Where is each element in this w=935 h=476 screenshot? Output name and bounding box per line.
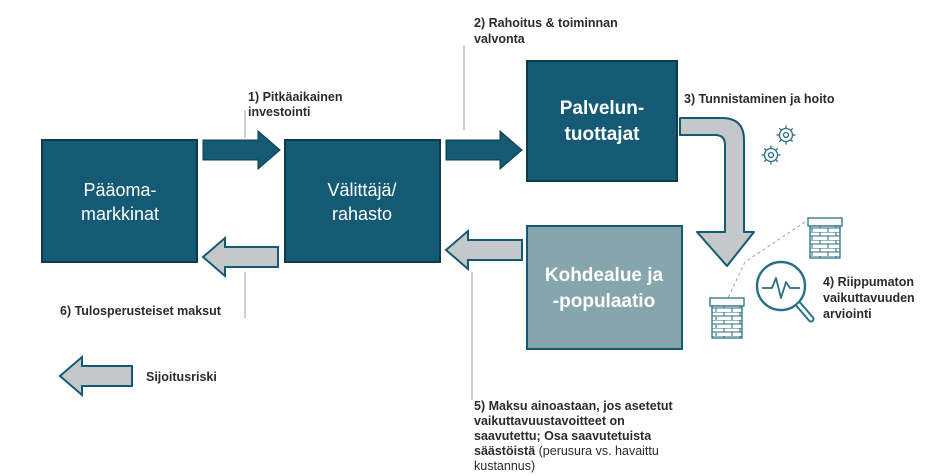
step6-label: 6) Tulosperusteiset maksut bbox=[60, 304, 221, 318]
step1-label-line1: 1) Pitkäaikainen bbox=[248, 90, 343, 104]
step2-label-line2: valvonta bbox=[474, 32, 525, 46]
capital-markets-label-line2: markkinat bbox=[80, 204, 160, 224]
step2-label-line1: 2) Rahoitus & toiminnan bbox=[474, 16, 618, 30]
capital-markets-label-line1: Pääoma- bbox=[83, 180, 157, 200]
legend-label: Sijoitusriski bbox=[146, 370, 217, 384]
step1-label-line2: investointi bbox=[248, 105, 311, 119]
target-population-label-line2: -populaatio bbox=[552, 291, 656, 312]
intermediary-label-line1: Välittäjä/ bbox=[327, 180, 397, 200]
step3-label: 3) Tunnistaminen ja hoito bbox=[684, 92, 835, 106]
service-providers-label-line2: tuottajat bbox=[564, 124, 640, 145]
identification-curved-arrow bbox=[680, 118, 754, 266]
target-population-box bbox=[527, 226, 682, 349]
outcome-payment-arrow-to-markets bbox=[203, 238, 278, 276]
step5-label-line5: kustannus) bbox=[474, 459, 536, 473]
intermediary-label-line2: rahasto bbox=[331, 204, 393, 224]
step4-label-line1: 4) Riippumaton bbox=[823, 275, 914, 289]
capital-markets-box bbox=[42, 140, 197, 262]
step4-label-line3: arviointi bbox=[823, 307, 872, 321]
step5-label-line4-normal: (perusura vs. havaittu bbox=[535, 444, 659, 458]
step5-label-line1: 5) Maksu ainoastaan, jos asetetut bbox=[474, 399, 673, 413]
brick-wall-icon bbox=[808, 218, 842, 258]
investment-arrow bbox=[203, 131, 280, 169]
gear-icon bbox=[762, 126, 796, 165]
funding-arrow bbox=[446, 131, 522, 169]
step5-label-line4 bbox=[474, 444, 659, 458]
service-providers-box bbox=[527, 61, 677, 181]
step5-label-line3: saavutettu; Osa saavutetuista bbox=[474, 429, 652, 443]
magnifier-pulse-icon bbox=[757, 262, 811, 319]
intermediary-box bbox=[285, 140, 440, 262]
brick-wall-icon bbox=[710, 298, 744, 338]
step5-label-line2: vaikuttavuustavoitteet on bbox=[474, 414, 625, 428]
service-providers-label-line1: Palvelun- bbox=[559, 98, 645, 119]
legend-arrow bbox=[60, 357, 132, 395]
step4-label-line2: vaikuttavuuden bbox=[823, 291, 915, 305]
outcome-payment-arrow-to-fund bbox=[446, 231, 522, 269]
target-population-label-line1: Kohdealue ja bbox=[544, 265, 664, 286]
step5-label-line4-bold: säästöistä bbox=[474, 444, 536, 458]
